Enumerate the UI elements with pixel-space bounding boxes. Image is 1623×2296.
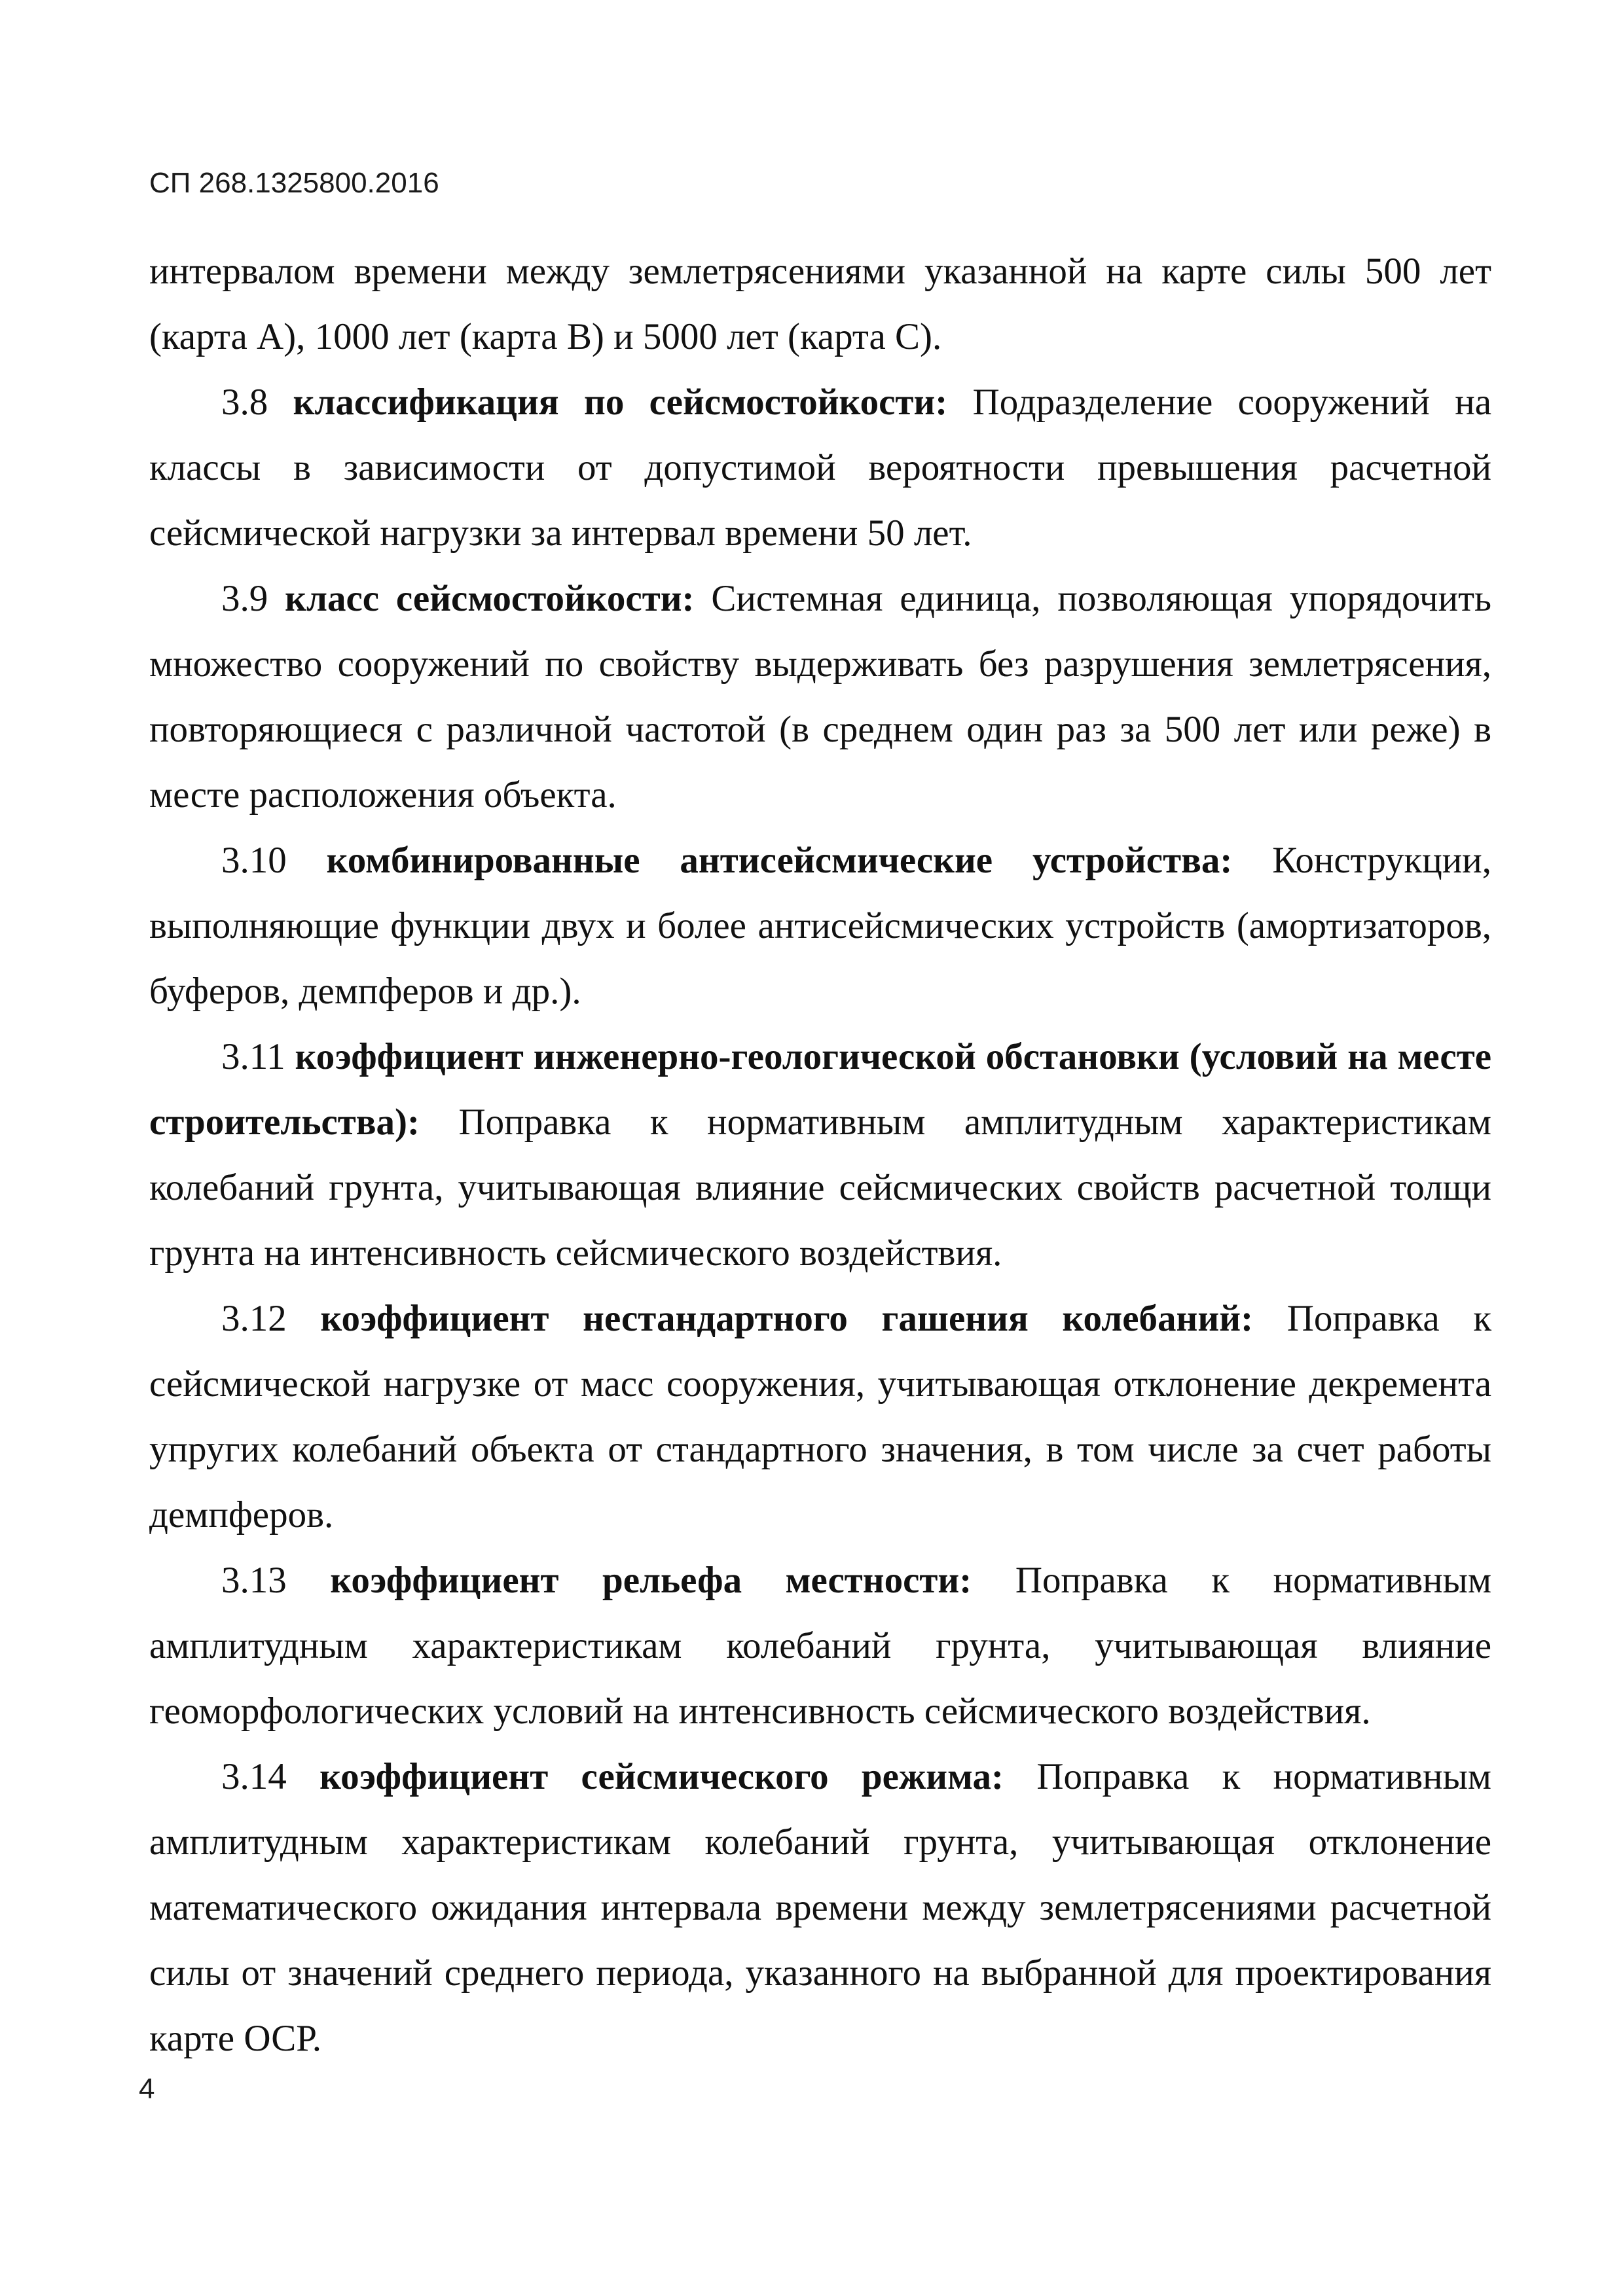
term-number: 3.12 [221,1298,287,1339]
term-title: коэффициент сейсмического режима: [319,1756,1004,1797]
term-definition: Подразделение сооружений на классы в зависимости от допустимой вероятности превышения расчетной сейсмической нагрузки за интервал времени 50 лет. [149,382,1492,554]
continuation-paragraph: интервалом времени между землетрясениями указанной на карте силы 500 лет (карта A), 1000 лет (карта B) и 5000 лет (карта C). [149,251,1491,357]
term-definition: Поправка к сейсмической нагрузке от масс сооружения, учитывающая отклонение декремента упругих колебаний объекта от стандартного значения, в том числе за счет работы демпферов. [149,1298,1492,1535]
term-paragraph-3-10 [149,828,1491,1024]
term-definition: Поправка к нормативным амплитудным характеристикам колебаний грунта, учитывающая влияние сейсмических свойств расчетной толщи грунта на интенсивность сейсмического воздействия. [149,1102,1491,1274]
term-title: классификация по сейсмостойкости: [293,382,948,423]
term-definition: Поправка к нормативным амплитудным характеристикам колебаний грунта, учитывающая влияние геоморфологических условий на интенсивность сейсмического воздействия. [149,1560,1492,1732]
term-number: 3.10 [221,840,287,881]
term-paragraph-3-9 [149,566,1491,828]
term-number: 3.8 [221,382,268,423]
term-definition: Поправка к нормативным амплитудным характеристикам колебаний грунта, учитывающая отклонение математического ожидания интервала времени между землетрясениями расчетной силы от значений среднего периода, указанного на выбранной для проектирования карте ОСР. [149,1756,1491,2059]
term-paragraph-3-11 [149,1024,1491,1286]
term-number: 3.14 [221,1756,287,1797]
term-paragraph-3-8 [149,370,1491,566]
term-definition: Системная единица, позволяющая упорядочить множество сооружений по свойству выдерживать без разрушения землетрясения, повторяющиеся с различной частотой (в среднем один раз за 500 лет или реже) в месте расположения объекта. [149,578,1492,816]
term-title: комбинированные антисейсмические устройства: [326,840,1233,881]
term-number: 3.9 [221,578,268,619]
term-title: класс сейсмостойкости: [285,578,695,619]
term-definition: Конструкции, выполняющие функции двух и более антисейсмических устройств (амортизаторов, буферов, демпферов и др.). [149,840,1491,1012]
term-title: коэффициент нестандартного гашения колебаний: [320,1298,1254,1339]
term-number: 3.13 [221,1560,287,1601]
term-paragraph-3-14 [149,1744,1491,2072]
term-title: коэффициент рельефа местности: [330,1560,972,1601]
document-code-header: СП 268.1325800.2016 [149,167,439,199]
term-title: коэффициент инженерно-геологической обстановки (условий на месте строительства): [149,1036,1491,1143]
page-number: 4 [139,2073,155,2105]
term-number: 3.11 [221,1036,285,1077]
document-body [149,239,1491,2072]
term-paragraph-3-13 [149,1548,1491,1744]
term-paragraph-3-12 [149,1286,1491,1548]
